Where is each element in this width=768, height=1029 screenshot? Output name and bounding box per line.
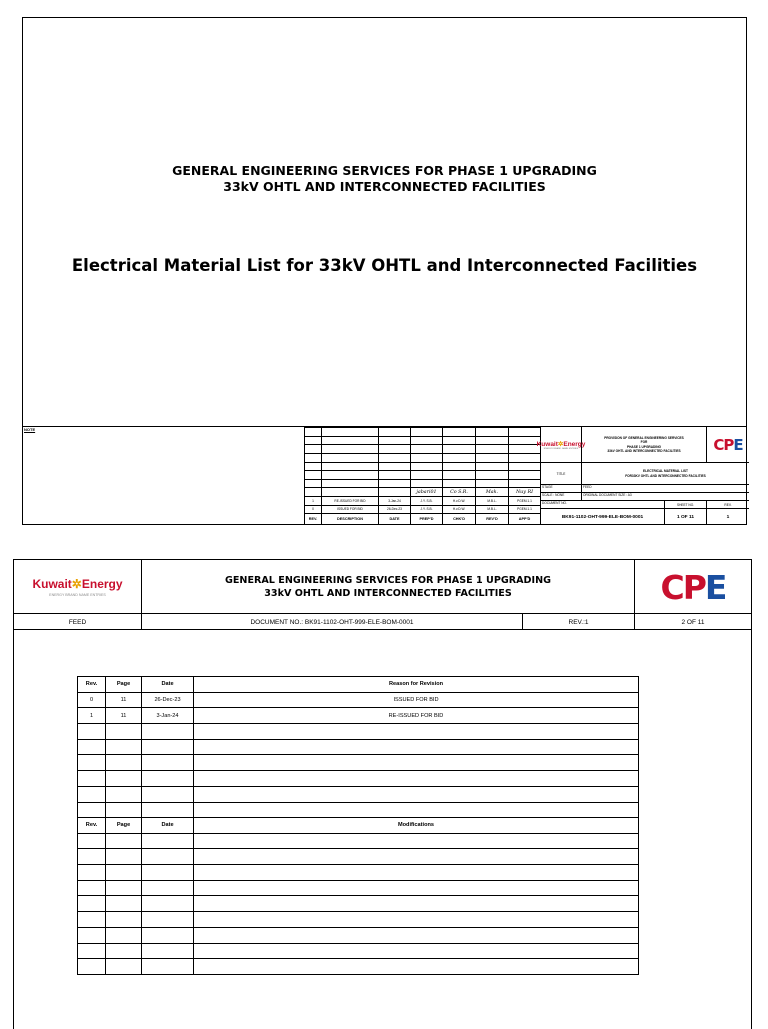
table-row xyxy=(78,708,639,724)
chkd-cell: H.v.D.W. xyxy=(443,505,476,514)
date-cell xyxy=(142,786,194,802)
date-cell: 26-Dec-23 xyxy=(379,505,411,514)
rev-cell: 0 xyxy=(305,505,322,514)
page-cell: 11 xyxy=(106,708,142,724)
drawing-title-line1: ELECTRICAL MATERIAL LIST xyxy=(643,469,688,474)
date-cell xyxy=(142,865,194,881)
date-cell xyxy=(142,880,194,896)
page-title xyxy=(142,560,635,614)
rev-cell: 1 xyxy=(305,497,322,506)
chkd-cell: H.v.D.W. xyxy=(443,497,476,506)
gear-icon: ✲ xyxy=(557,440,564,448)
revision-cell xyxy=(523,614,635,630)
sheet-value-cell xyxy=(665,509,707,525)
date-cell xyxy=(142,771,194,787)
modification-cell xyxy=(194,849,639,865)
cpe-letter-p: P xyxy=(723,435,734,454)
project-line3: PHASE 1 UPGRADING xyxy=(626,444,661,449)
cover-subtitle-line2: 33kV OHTL AND INTERCONNECTED FACILITIES xyxy=(223,179,546,194)
table-row xyxy=(78,786,639,802)
table-row xyxy=(305,479,541,488)
rev-value-cell xyxy=(707,509,749,525)
table-row xyxy=(78,896,639,912)
logo-brand-left: Kuwait xyxy=(536,440,558,448)
project-line4: 33kV OHTL AND INTERCONNECTED FACILITIES xyxy=(607,448,681,453)
rev-cell xyxy=(78,849,106,865)
page-cell xyxy=(106,724,142,740)
date-cell: 3-Jan-24 xyxy=(379,497,411,506)
rev-cell xyxy=(78,959,106,975)
note-label: NOTE xyxy=(24,427,36,432)
rev-value: 1 xyxy=(726,514,730,520)
modification-cell xyxy=(194,896,639,912)
sheet-value: 1 OF 11 xyxy=(676,514,695,520)
stage-label: STAGE xyxy=(542,485,553,489)
table-row xyxy=(305,462,541,471)
signature-revd: Mak. xyxy=(476,488,509,497)
rev-cell xyxy=(78,755,106,771)
rev-cell xyxy=(78,724,106,740)
doc-number: BK91-1102-OHT-999-ELE-BOM-0001 xyxy=(561,514,644,520)
cover-subtitle-line1: GENERAL ENGINEERING SERVICES FOR PHASE 1 UPGRADING xyxy=(172,163,597,178)
reason-cell: ISSUED FOR BID xyxy=(194,692,639,708)
table-row xyxy=(305,497,541,506)
reason-cell xyxy=(194,724,639,740)
logo-brand-right: Energy xyxy=(563,440,586,448)
gear-icon: ✲ xyxy=(71,577,82,591)
table-row xyxy=(78,959,639,975)
logo-tagline: ENERGY BRAND NAME ENTRIES xyxy=(49,593,106,597)
table-row xyxy=(78,755,639,771)
modification-cell xyxy=(194,943,639,959)
revision-history-table xyxy=(77,676,639,818)
logo-brand-right: Energy xyxy=(81,577,123,591)
date-cell xyxy=(142,943,194,959)
rev-cell xyxy=(78,927,106,943)
description-cell: RE-ISSUED FOR BID xyxy=(322,497,379,506)
page-cell: 11 xyxy=(106,692,142,708)
modification-cell xyxy=(194,959,639,975)
date-cell xyxy=(142,739,194,755)
reason-cell xyxy=(194,739,639,755)
col-header-rev: Rev. xyxy=(78,818,106,834)
table-row xyxy=(78,927,639,943)
sheet-label: SHEET NO. xyxy=(676,502,695,507)
table-row xyxy=(78,739,639,755)
cover-page xyxy=(22,17,747,525)
scale-label: SCALE : NONE xyxy=(542,493,565,497)
rev-cell: 0 xyxy=(78,692,106,708)
logo-brand-left: Kuwait xyxy=(32,577,72,591)
modification-cell xyxy=(194,865,639,881)
size-label: ORIGINAL DOCUMENT SIZE : A3 xyxy=(583,493,632,497)
date-cell: 26-Dec-23 xyxy=(142,692,194,708)
page-cell xyxy=(106,786,142,802)
table-header-row xyxy=(78,677,639,693)
page-cell xyxy=(106,755,142,771)
table-row xyxy=(78,833,639,849)
modification-cell xyxy=(194,927,639,943)
page-title-line1: GENERAL ENGINEERING SERVICES FOR PHASE 1 UPGRADING xyxy=(224,575,551,586)
col-header-date: Date xyxy=(142,818,194,834)
stage-label-cell xyxy=(541,485,582,493)
docno-label-cell xyxy=(541,501,665,509)
col-header-page: Page xyxy=(106,677,142,693)
drawing-title-line2: FOR33KV OHTL AND INTERCONNECTED FACILITIES xyxy=(625,473,706,478)
rev-cell xyxy=(78,880,106,896)
revision-value: REV.:1 xyxy=(568,618,589,626)
stage-value-cell xyxy=(582,485,749,493)
title-label: TITLE xyxy=(556,471,566,476)
stage-value: FEED xyxy=(68,618,87,626)
size-cell xyxy=(582,493,749,501)
project-line1: PROVISION OF GENERAL ENGINEERING SERVICES xyxy=(604,435,684,440)
kuwait-energy-logo-small xyxy=(536,427,586,463)
document-info-bar xyxy=(14,614,751,630)
date-cell xyxy=(142,724,194,740)
page-cell xyxy=(106,896,142,912)
header-date: DATE xyxy=(379,514,411,525)
page-cell xyxy=(106,927,142,943)
cpe-letter-e: E xyxy=(704,567,726,607)
reason-cell xyxy=(194,802,639,818)
rev-cell xyxy=(78,865,106,881)
rev-cell xyxy=(78,786,106,802)
signature-chkd: Co S.R. xyxy=(443,488,476,497)
page-cell xyxy=(106,880,142,896)
page-cell xyxy=(106,865,142,881)
rev-cell xyxy=(78,943,106,959)
appd-cell: PGEM.1.1 xyxy=(509,497,541,506)
page-cell xyxy=(106,849,142,865)
table-header-row xyxy=(78,818,639,834)
page-number: 2 OF 11 xyxy=(681,618,705,626)
doc-number-cell xyxy=(541,509,665,525)
rev-cell xyxy=(78,833,106,849)
project-title-cell xyxy=(582,427,707,463)
cpe-letter-c: C xyxy=(713,435,724,454)
reason-cell xyxy=(194,771,639,787)
title-block-info xyxy=(536,427,748,525)
rev-cell xyxy=(78,739,106,755)
table-row xyxy=(78,912,639,928)
sheet-label-cell xyxy=(665,501,707,509)
table-row xyxy=(78,849,639,865)
table-row xyxy=(305,453,541,462)
header-revd: REV'D xyxy=(476,514,509,525)
title-block-revisions xyxy=(304,427,541,525)
table-row xyxy=(78,724,639,740)
col-header-date: Date xyxy=(142,677,194,693)
appd-cell: PGEM.1.1 xyxy=(509,505,541,514)
modification-cell xyxy=(194,833,639,849)
table-row xyxy=(305,505,541,514)
header-rev: REV. xyxy=(305,514,322,525)
table-row xyxy=(78,692,639,708)
header-chkd: CHK'D xyxy=(443,514,476,525)
revd-cell: M.B.L. xyxy=(476,505,509,514)
table-row xyxy=(78,802,639,818)
document-number-cell xyxy=(142,614,523,630)
modification-cell xyxy=(194,880,639,896)
date-cell xyxy=(142,896,194,912)
title-label-cell xyxy=(541,463,582,485)
rev-cell xyxy=(78,802,106,818)
table-row xyxy=(78,943,639,959)
reason-cell: RE-ISSUED FOR BID xyxy=(194,708,639,724)
date-cell xyxy=(142,802,194,818)
date-cell xyxy=(142,959,194,975)
table-row xyxy=(305,428,541,437)
table-row xyxy=(78,865,639,881)
date-cell xyxy=(142,927,194,943)
table-row xyxy=(305,445,541,454)
header-prepd: PREP'D xyxy=(411,514,443,525)
reason-cell xyxy=(194,786,639,802)
signature-row xyxy=(305,488,541,497)
date-cell xyxy=(142,912,194,928)
document-number: DOCUMENT NO.: BK91-1102-OHT-999-ELE-BOM-0001 xyxy=(250,618,414,626)
page-cell xyxy=(106,959,142,975)
date-cell xyxy=(142,755,194,771)
revd-cell: M.B.L. xyxy=(476,497,509,506)
rev-cell xyxy=(78,896,106,912)
logo-tagline: ENERGY BRAND NAME ENTRIES xyxy=(543,447,579,450)
cpe-logo-small xyxy=(707,427,749,463)
cpe-letter-c: C xyxy=(660,567,683,607)
description-cell: ISSUED FOR BID xyxy=(322,505,379,514)
kuwait-energy-logo xyxy=(14,560,142,614)
signature-prepd: jabari01 xyxy=(411,488,443,497)
col-header-rev: Rev. xyxy=(78,677,106,693)
col-header-modifications: Modifications xyxy=(194,818,639,834)
page-cell xyxy=(106,833,142,849)
page-cell xyxy=(106,771,142,787)
stage-value: FEED xyxy=(583,485,592,489)
rev-label-cell xyxy=(707,501,749,509)
scale-cell xyxy=(541,493,582,501)
date-cell xyxy=(142,833,194,849)
rev-cell: 1 xyxy=(78,708,106,724)
rev-cell xyxy=(78,771,106,787)
table-row xyxy=(78,880,639,896)
table-row xyxy=(305,436,541,445)
project-line2: FOR xyxy=(640,440,648,445)
col-header-reason: Reason for Revision xyxy=(194,677,639,693)
page-header xyxy=(14,560,751,614)
docno-label: DOCUMENT NO. xyxy=(542,501,567,505)
rev-label: REV. xyxy=(724,502,732,507)
prepd-cell: J.Y. S.B. xyxy=(411,497,443,506)
signature-appd: Nuy RI xyxy=(509,488,541,497)
cover-title: Electrical Material List for 33kV OHTL and Interconnected Facilities xyxy=(71,256,698,275)
modifications-table xyxy=(77,817,639,975)
page-cell xyxy=(106,943,142,959)
cpe-logo xyxy=(635,560,751,614)
title-block-header-row xyxy=(305,514,541,525)
prepd-cell: J.Y. S.B. xyxy=(411,505,443,514)
page-title-line2: 33kV OHTL AND INTERCONNECTED FACILITIES xyxy=(264,588,512,599)
date-cell xyxy=(142,849,194,865)
cover-subtitle xyxy=(23,163,746,195)
date-cell: 3-Jan-24 xyxy=(142,708,194,724)
table-row xyxy=(78,771,639,787)
cpe-letter-e: E xyxy=(733,435,743,454)
col-header-page: Page xyxy=(106,818,142,834)
table-row xyxy=(305,471,541,480)
header-appd: APP'D xyxy=(509,514,541,525)
header-description: DESCRIPTION xyxy=(322,514,379,525)
page-number-cell xyxy=(635,614,751,630)
rev-cell xyxy=(78,912,106,928)
drawing-title-cell xyxy=(582,463,749,485)
page-cell xyxy=(106,739,142,755)
reason-cell xyxy=(194,755,639,771)
page-cell xyxy=(106,802,142,818)
page-cell xyxy=(106,912,142,928)
stage-cell xyxy=(14,614,142,630)
modification-cell xyxy=(194,912,639,928)
cpe-letter-p: P xyxy=(682,567,705,607)
revision-page xyxy=(13,559,752,1029)
